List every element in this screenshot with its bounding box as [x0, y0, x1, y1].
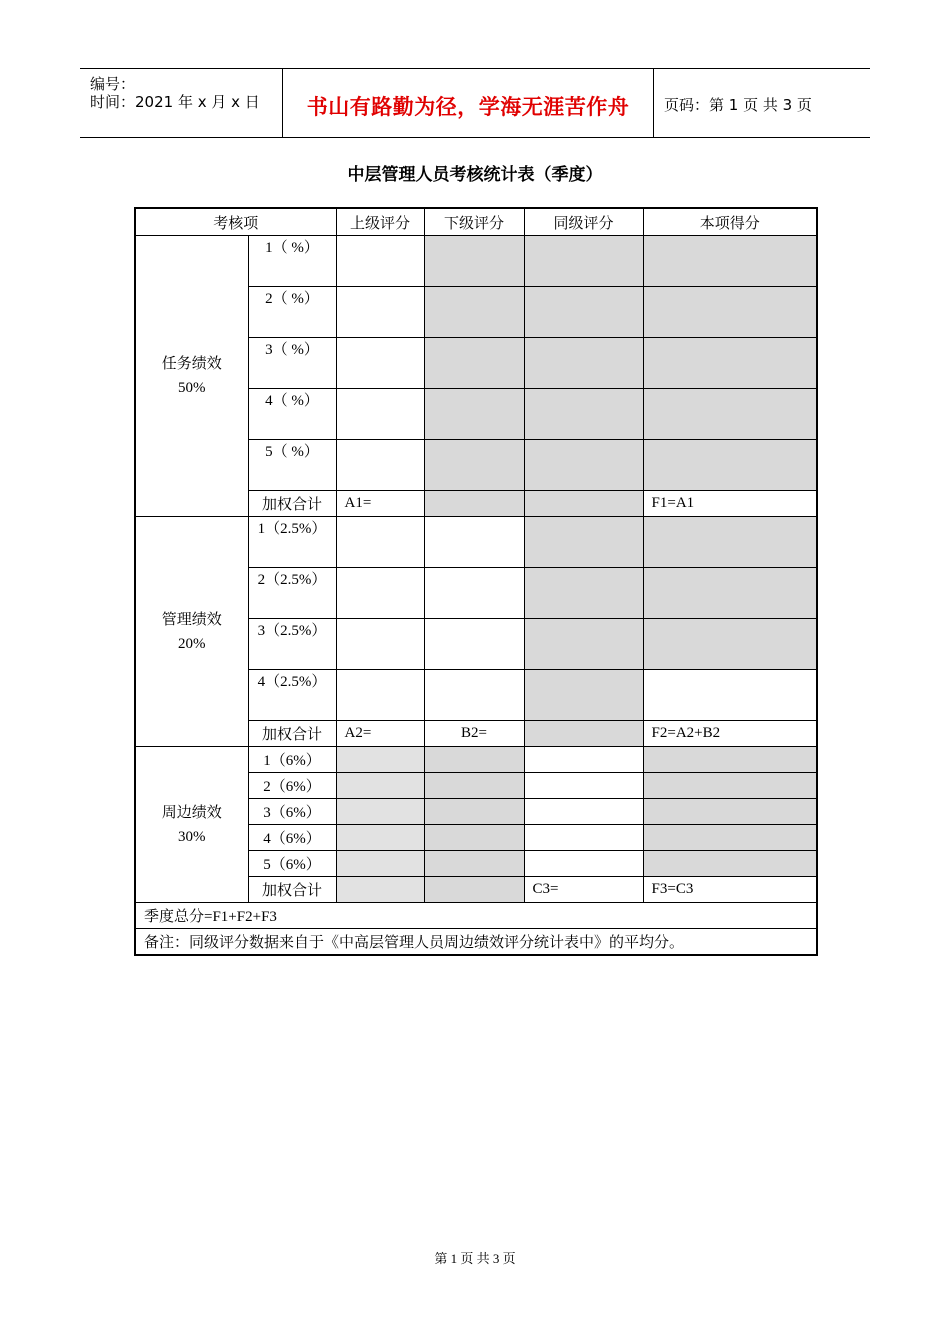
table-row: [135, 517, 817, 568]
management-item: 2（2.5%）: [248, 568, 336, 619]
task-weight: 50%: [178, 380, 206, 396]
task-sum-a: A1=: [336, 491, 424, 517]
superior-score-cell[interactable]: [336, 670, 424, 721]
task-sum-f: F1=A1: [643, 491, 817, 517]
superior-score-cell[interactable]: [336, 287, 424, 338]
management-item: 4（2.5%）: [248, 670, 336, 721]
peripheral-sum-c: C3=: [524, 877, 643, 903]
peripheral-sum-label: 加权合计: [248, 877, 336, 903]
peripheral-item: 2（6%）: [248, 773, 336, 799]
subordinate-score-cell[interactable]: [424, 568, 524, 619]
subordinate-score-cell[interactable]: [424, 670, 524, 721]
task-category-cell: [135, 236, 248, 517]
management-category-label: 管理绩效: [161, 611, 222, 628]
quarter-total-row: [135, 903, 817, 929]
task-item: 4（ %）: [248, 389, 336, 440]
peer-score-cell[interactable]: [524, 747, 643, 773]
superior-score-cell[interactable]: [336, 389, 424, 440]
management-sum-b: B2=: [424, 721, 524, 747]
item-score-cell[interactable]: [643, 670, 817, 721]
management-item: 1（2.5%）: [248, 517, 336, 568]
superior-score-cell[interactable]: [336, 236, 424, 287]
peripheral-category-label: 周边绩效: [161, 804, 222, 821]
quarter-total: 季度总分=F1+F2+F3: [135, 903, 817, 929]
header-left-cell: [80, 69, 282, 137]
remark: 备注：同级评分数据来自于《中高层管理人员周边绩效评分统计表中》的平均分。: [135, 929, 817, 956]
peripheral-weight: 30%: [178, 828, 206, 845]
peripheral-sum-f: F3=C3: [643, 877, 817, 903]
header-subordinate: 下级评分: [424, 208, 524, 236]
header-peer: 同级评分: [524, 208, 643, 236]
superior-score-cell[interactable]: [336, 568, 424, 619]
management-item: 3（2.5%）: [248, 619, 336, 670]
superior-score-cell[interactable]: [336, 338, 424, 389]
peripheral-item: 1（6%）: [248, 747, 336, 773]
management-weight: 20%: [178, 635, 206, 652]
serial-label: 编号：: [90, 75, 136, 93]
peer-score-cell[interactable]: [524, 851, 643, 877]
peripheral-category-cell: [135, 747, 248, 903]
peripheral-item: 3（6%）: [248, 799, 336, 825]
management-category-cell: [135, 517, 248, 747]
header-score: 本项得分: [643, 208, 817, 236]
table-row: [135, 747, 817, 773]
task-item: 1（ %）: [248, 236, 336, 287]
peer-score-cell[interactable]: [524, 773, 643, 799]
motto: 书山有路勤为径，学海无涯苦作舟: [306, 95, 630, 119]
header-superior: 上级评分: [336, 208, 424, 236]
subordinate-score-cell[interactable]: [424, 619, 524, 670]
task-item: 3（ %）: [248, 338, 336, 389]
superior-score-cell[interactable]: [336, 619, 424, 670]
header-right-cell: [654, 69, 870, 137]
subordinate-score-cell[interactable]: [424, 517, 524, 568]
table-row: [135, 236, 817, 287]
time-label: 时间：2021 年 x 月 x 日: [90, 93, 260, 111]
superior-score-cell[interactable]: [336, 440, 424, 491]
management-sum-label: 加权合计: [248, 721, 336, 747]
superior-score-cell[interactable]: [336, 517, 424, 568]
header-center-cell: [282, 69, 654, 137]
table-header-row: [135, 208, 817, 236]
document-header: [80, 68, 870, 138]
page-title: 中层管理人员考核统计表（季度）: [347, 165, 603, 185]
header-item: 考核项: [135, 208, 336, 236]
task-category-label: 任务绩效: [161, 356, 222, 372]
peer-score-cell[interactable]: [524, 799, 643, 825]
peripheral-item: 4（6%）: [248, 825, 336, 851]
management-sum-f: F2=A2+B2: [643, 721, 817, 747]
peer-score-cell[interactable]: [524, 825, 643, 851]
peripheral-item: 5（6%）: [248, 851, 336, 877]
page-footer: 第 1 页 共 3 页: [434, 1251, 516, 1266]
task-item: 5（ %）: [248, 440, 336, 491]
task-sum-label: 加权合计: [248, 491, 336, 517]
page-info: 页码：第 1 页 共 3 页: [664, 96, 812, 114]
assessment-table: [134, 207, 818, 956]
remark-row: [135, 929, 817, 956]
management-sum-a: A2=: [336, 721, 424, 747]
task-item: 2（ %）: [248, 287, 336, 338]
